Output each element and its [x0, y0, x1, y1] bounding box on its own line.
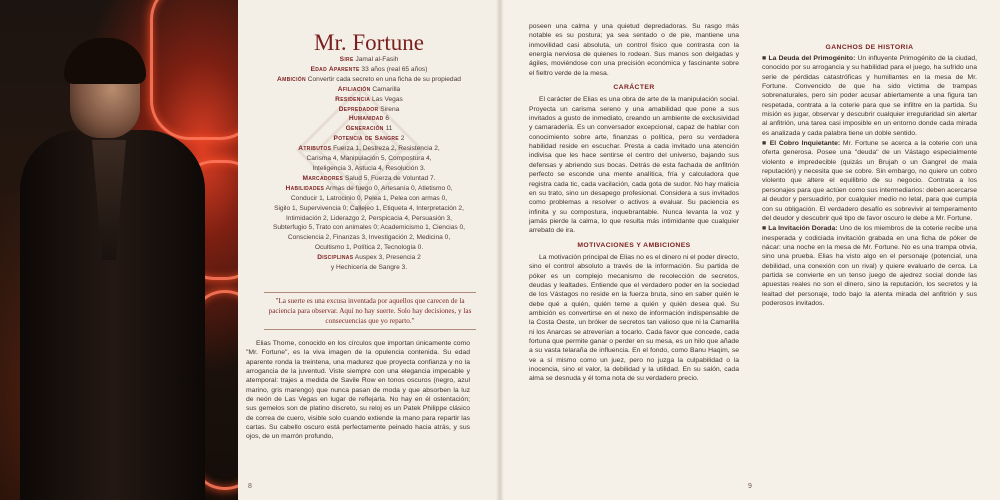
stat-value: Jamal al-Fasih — [355, 56, 399, 63]
stat-block: Sire Jamal al-Fasih Edad Aparente 33 años (real 65 años) Ambición Convertir cada secreto en una ficha de su propiedad Afiliación Camarilla Residencia Las Vegas Depredador Sirena Humanidad 6 Generación 11 Potencia de Sangre 2 Atributos Fuerza 1, Destreza 2, Resistencia 2, Carisma 4, Manipulación 5, Compostura 4, Inteligencia 3, Astucia 4, Resolución 3. Marcadores Salud 5, Fuerza de Voluntad 7. Habilidades Armas de fuego 0, Artesanía 0, Atletismo 0, Conducir 1, Latrocinio 0, Pelea 1, Pelea con armas 0, Sigilo 1, Supervivencia 0; Callejeo 1, Etiqueta 4, Interpretación 2, Intimidación 2, Liderazgo 2, Perspicacia 4, Persuasión 3, Subterfugio 5, Trato con animales 0; Academicismo 1, Ciencias 0, Consciencia 2, Finanzas 3, Investigación 2, Medicina 0, Ocultismo 1, Política 2, Tecnología 0. Disciplinas Auspex 3, Presencia 2 y Hechicería de Sangre 3. — [244, 55, 494, 273]
stat-row — [244, 95, 494, 105]
motivaciones-paragraph: La motivación principal de Elias no es el dinero ni el poder directo, sino el control absoluto a través de la información. Su partida de póker es un complejo mecanismo de recolección de secretos, deudas y lealtades. Entiende que el verdadero poder en la sociedad de los Vástagos no reside en la fuerza bruta, sino en saber quién le debe qué a quién, quién teme a quién y quién desea qué. Su ambición es convertirse en el nexo de información indispensable de la Costa Oeste, un bróker de secretos tan valioso que ni la Camarilla ni los Anarcas se atreverían a tocarlo. Cada favor que concede, cada fortuna que permite ganar o perder en su mesa, es un hilo que añade a su vasta telaraña de influencia. En el fondo, como Banu Haqim, se ve a sí mismo como un juez, pero no juzga la culpabilidad o la inocencia, sino el valor, la debilidad y la utilidad. En su salón, cada alma se desnuda y él toma nota de su verdadero precio. — [529, 253, 739, 383]
hook-item: ■ La Deuda del Primogénito: Un influyente Primogénito de la ciudad, conocido por su arrogancia y su habilidad para el juego, ha sufrido una serie de pérdidas catastróficas y humillantes en la mesa de Mr. Fortune. Convencido de que ha sido víctima de trampas sobrenaturales, pero sin poder acusar abiertamente a una figura tan respetada, contrata a la coterie para que se infiltre en la partida. Su misión es jugar, observar y descubrir cualquier irregularidad sin alertar al anfitrión, una tarea casi imposible en un entorno donde cada mirada es analizada y cada palabra tiene un doble sentido. — [762, 55, 978, 137]
disciplines-row: Disciplinas Auspex 3, Presencia 2 — [317, 254, 421, 262]
page-number-right: 9 — [748, 483, 752, 490]
hook-item: ■ El Cobro Inquietante: Mr. Fortune se acerca a la coterie con una oferta generosa. Posee una "deuda" de un Vástago especialmente violento e impredecible (quizás un Brujah o un Gangrel de mala reputación) y necesita que se cobre. Sin embargo, no quiere un cobro violento que altere el equilibrio de su negocio. Contrata a los personajes para que actúen como sus intermediarios: deben acercarse al deudor y persuadirlo, por cualquier medio no letal, para que cumpla con su obligación. El verdadero desafío es sobrevivir al temperamento del deudor y descubrir qué tipo de favor oscuro le debe a Mr. Fortune. — [762, 140, 977, 222]
stat-row — [244, 114, 494, 124]
description-left-column — [246, 339, 470, 442]
description-continued: poseen una calma y una quietud depredadoras. Su rasgo más notable es su postura; ya sea sentado o de pie, mantiene una inmovilidad casi absoluta, un control físico que contrasta con la energía nerviosa de quienes lo rodean. Sus manos son delgadas y ágiles, moviéndose con una precisión económica y fascinante sobre el fieltro verde de la mesa. — [529, 23, 739, 77]
stat-label: Humanidad — [348, 115, 384, 123]
quote-rule-bottom — [264, 329, 476, 330]
character-name-title: Mr. Fortune — [314, 30, 424, 55]
character-quote: "La suerte es una excusa inventada por aquellos que carecen de la paciencia para observar. Aquí no hay suerte. Solo hay decisiones, y las consecuencias que yo reparto." — [268, 297, 472, 325]
section-heading-motivaciones: MOTIVACIONES Y AMBICIONES — [577, 241, 691, 249]
stat-row — [244, 124, 494, 134]
stat-row — [244, 55, 494, 65]
stat-value: Sirena — [380, 105, 400, 113]
hook-item: ■ La Invitación Dorada: Uno de los miembros de la coterie recibe una inesperada y codiciada invitación grabada en una ficha de póker de nácar: una noche en la mesa de Mr. Fortune. No es una trampa obvia, sino una prueba. Elias ha visto algo en el personaje (potencial, una debilidad, una conexión con un rival) y quiere evaluarlo de cerca. La partida se convierte en un tenso juego de ajedrez social donde las apuestas reales no son el dinero, sino la reputación, los secretos y la lealtad del personaje, todo bajo la atenta mirada del anfitrión y sus poderosos invitados. — [762, 225, 977, 307]
markers-row: Marcadores Salud 5, Fuerza de Voluntad 7. — [302, 174, 436, 182]
stat-label: Residencia — [335, 95, 371, 103]
character-portrait-photo — [0, 0, 238, 500]
stat-row — [244, 105, 494, 115]
stat-value: Camarilla — [372, 85, 401, 93]
quote-rule-top — [264, 292, 476, 293]
stat-value: 2 — [400, 135, 405, 143]
right-column-a — [529, 22, 739, 384]
skills-row: Habilidades Armas de fuego 0, Artesanía 0, Atletismo 0, — [285, 184, 453, 192]
description-paragraph: Elias Thorne, conocido en los círculos que importan únicamente como "Mr. Fortune", es la viva imagen de la opulencia contenida. Su edad aparente ronda la treintena, una madurez que proyecta confianza y no la arrogancia de la juventud. Viste siempre con una elegancia impecable y atemporal: trajes a medida de Savile Row en tonos oscuros (negro, azul marino, gris marengo) que nunca pasan de moda y que absorben la luz de neón de Las Vegas en lugar de reflejarla. No hay en él ostentación; sus gemelos son de platino discreto, su reloj es un Patek Philippe clásico de correa de cuero, visible solo cuando extiende la mano para repartir las cartas. Su cabello oscuro está perfectamente peinado hacia atrás, y sus ojos, de un marrón profundo, — [246, 340, 470, 441]
section-heading-ganchos: GANCHOS DE HISTORIA — [825, 44, 914, 51]
stat-value: 6 — [385, 115, 390, 123]
stat-label: Ambición — [277, 75, 306, 83]
page-number-left: 8 — [248, 483, 252, 490]
stat-row — [244, 134, 494, 144]
stat-label: Sire — [339, 56, 354, 63]
stat-row — [244, 65, 494, 75]
stat-row — [244, 85, 494, 95]
stat-label: Afiliación — [337, 85, 371, 93]
stat-value: 11 — [385, 125, 393, 133]
stat-value: Las Vegas — [372, 95, 403, 103]
stat-value: Convertir cada secreto en una ficha de su propiedad — [307, 75, 461, 83]
section-heading-caracter: CARÁCTER — [613, 84, 655, 92]
stat-label: Generación — [345, 125, 384, 133]
right-column-b — [762, 22, 977, 309]
stat-label: Depredador — [338, 105, 379, 113]
caracter-paragraph: El carácter de Elias es una obra de arte de la manipulación social. Proyecta un carisma sereno y una amabilidad que pone a sus invitados a gusto de inmediato, creando un ambiente de exclusividad y camaradería. Es un conversador excepcional, capaz de hablar con conocimiento sobre arte, finanzas o política, pero su verdadera habilidad reside en escuchar. Presta a cada invitado una atención indivisa que les hace sentirse el centro del universo, bajando sus defensas y abriendo sus bocas. Detrás de esta fachada de anfitrión perfecto se esconde una mente analítica, fría y calculadora que registra cada tic, cada vacilación, cada gota de sudor. No hay malicia en su trato, sino un desapego profesional. Considera a sus invitados como problemas a resolver o activos a evaluar. Su paciencia es infinita y su compostura, inquebrantable. Nunca levanta la voz y jamás pierde la calma, lo que resulta más intimidante que cualquier arrebato de ira. — [529, 96, 739, 235]
page-gutter — [496, 0, 504, 500]
stat-row — [244, 75, 494, 85]
stat-label: Edad Aparente — [310, 65, 360, 73]
attributes-row: Atributos Fuerza 1, Destreza 2, Resistencia 2, — [298, 145, 440, 153]
stat-value: 33 años (real 65 años) — [361, 65, 428, 73]
stat-label: Potencia de Sangre — [333, 135, 399, 143]
